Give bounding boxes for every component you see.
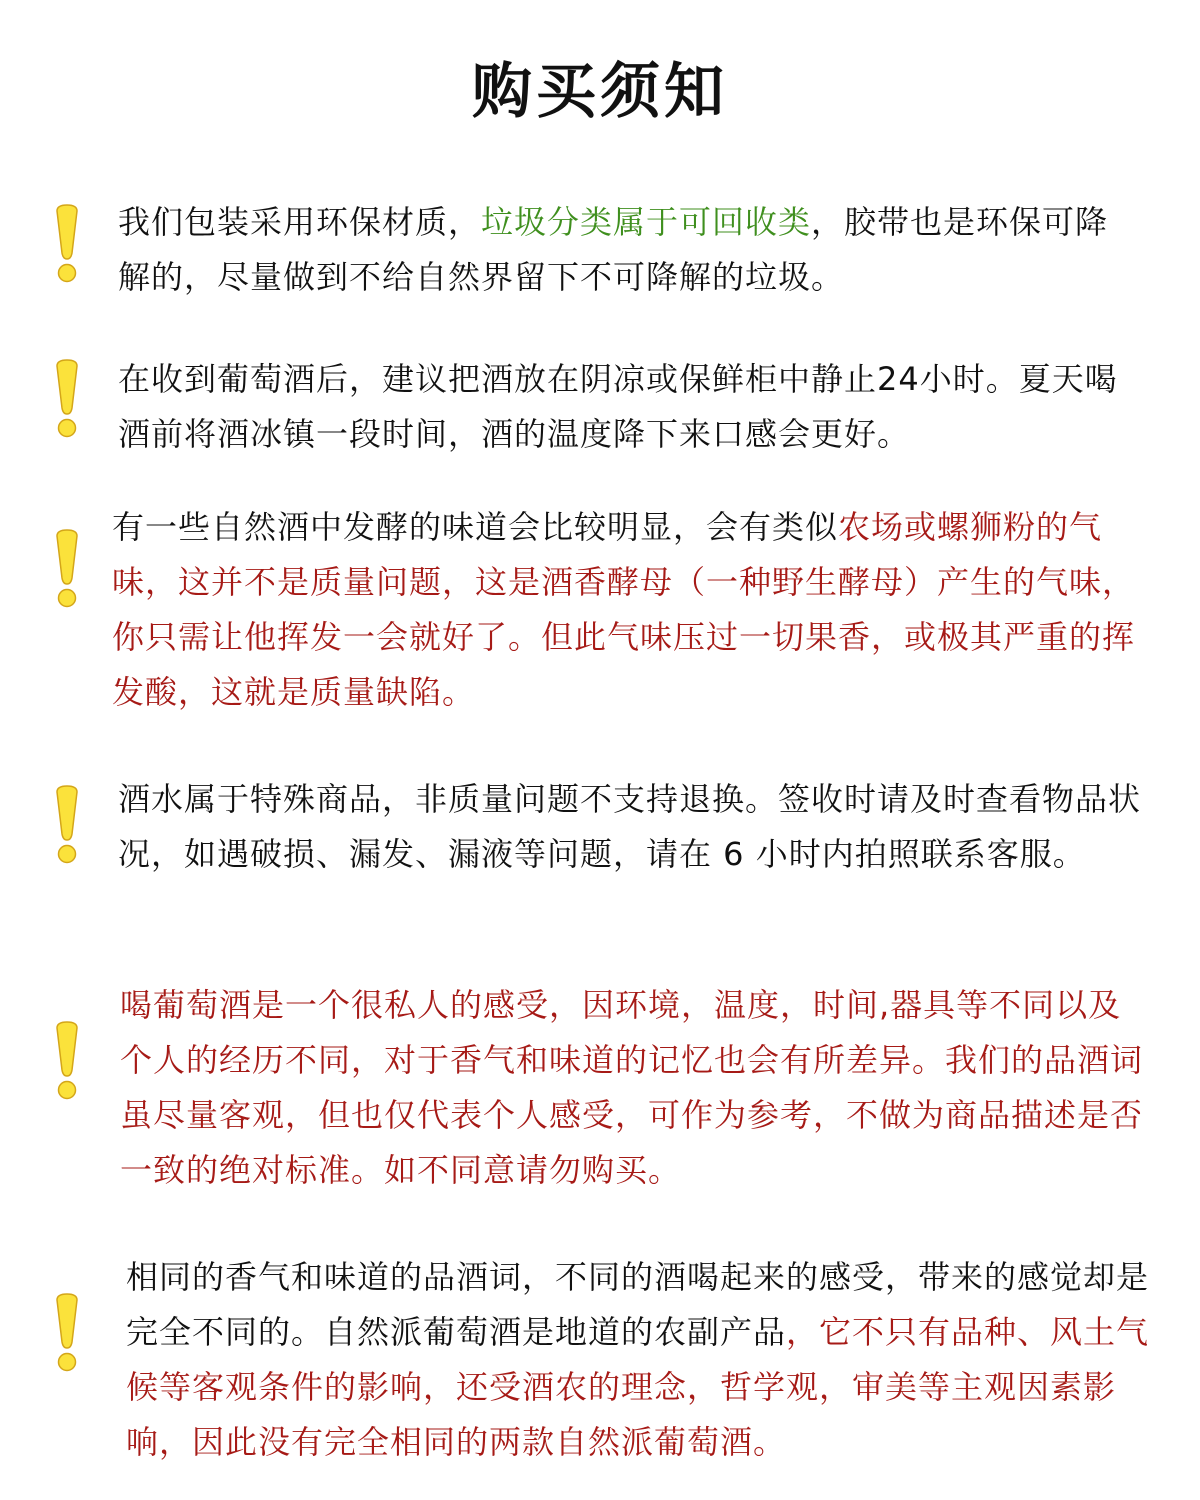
notice-text-segment: 有一些自然酒中发酵的味道会比较明显，会有类似 xyxy=(112,508,839,546)
notice-text-highlight: 农场或螺狮粉的气味，这并不是质量问题，这是酒香酵母（一种野生酵母）产生的气味，你只需让他挥发一会就好了。但此气味压过一切果香，或极其严重的挥发酸，这就是质量缺陷。 xyxy=(112,508,1136,711)
notice-text xyxy=(126,1250,1156,1470)
notice-text-segment: 相同的香气和味道的品酒词，不同的酒喝起来的感受，带来的感觉却是完全不同的。自然派葡萄酒是地道的农副产品 xyxy=(126,1258,1150,1351)
notice-text-segment: 在收到葡萄酒后，建议把酒放在阴凉或保鲜柜中静止24小时。夏天喝酒前将酒冰镇一段时间，酒的温度降下来口感会更好。 xyxy=(118,360,1118,453)
notice-text-highlight: 垃圾分类属于可回收类 xyxy=(481,203,812,241)
page-title: 购买须知 xyxy=(472,57,728,127)
exclamation-icon xyxy=(54,203,80,283)
exclamation-icon xyxy=(54,358,80,438)
notice-text-segment: ，胶带也是环保可降解的，尽量做到不给自然界留下不可降解的垃圾。 xyxy=(118,203,1109,296)
notice-text xyxy=(112,500,1152,720)
exclamation-icon xyxy=(54,1292,80,1372)
exclamation-icon xyxy=(54,1020,80,1100)
notice-text xyxy=(118,772,1148,882)
notice-text xyxy=(118,195,1138,305)
notice-text xyxy=(120,978,1150,1198)
notice-text xyxy=(118,352,1148,462)
notice-text-segment: 我们包装采用环保材质， xyxy=(118,203,482,241)
notice-text-segment: 酒水属于特殊商品，非质量问题不支持退换。签收时请及时查看物品状况，如遇破损、漏发、漏液等问题，请在 6 小时内拍照联系客服。 xyxy=(118,780,1142,873)
exclamation-icon xyxy=(54,784,80,864)
notice-text-segment: 喝葡萄酒是一个很私人的感受，因环境，温度，时间,器具等不同以及个人的经历不同，对于香气和味道的记忆也会有所差异。我们的品酒词虽尽量客观，但也仅代表个人感受，可作为参考，不做为商品描述是否一致的绝对标准。如不同意请勿购买。 xyxy=(120,986,1144,1189)
notice-text-highlight: ，它不只有品种、风土气候等客观条件的影响，还受酒农的理念，哲学观，审美等主观因素影响，因此没有完全相同的两款自然派葡萄酒。 xyxy=(126,1313,1150,1461)
exclamation-icon xyxy=(54,528,80,608)
